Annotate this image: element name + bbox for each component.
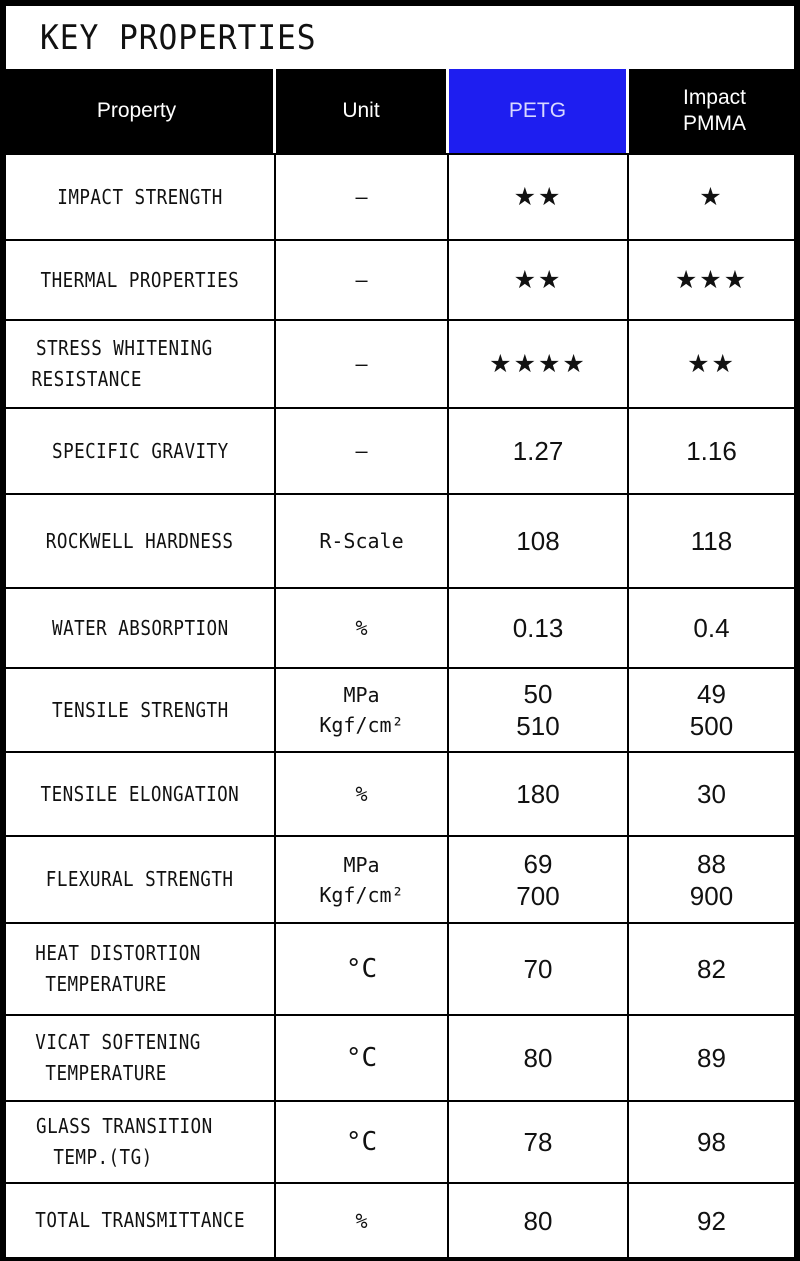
unit-cell: °C: [276, 1100, 449, 1182]
unit-cell: %: [276, 751, 449, 835]
table-row: [0, 1014, 800, 1100]
property-cell: [0, 751, 276, 835]
pmma-value: 89: [629, 1014, 800, 1100]
properties-table: [0, 69, 800, 1257]
unit-cell: —: [276, 407, 449, 493]
petg-value: 1.27: [449, 407, 629, 493]
header-pmma-line1: Impact: [682, 86, 747, 109]
table-row: [0, 493, 800, 587]
petg-rating: ★★: [449, 153, 629, 239]
unit-cell: °C: [276, 922, 449, 1014]
property-label: WATER ABSORPTION: [51, 615, 229, 640]
pmma-rating: ★★★: [629, 239, 800, 319]
property-cell: [0, 239, 276, 319]
pmma-value: 98: [629, 1100, 800, 1182]
unit-line1: MPa: [343, 683, 380, 707]
pmma-value: [629, 667, 800, 751]
petg-value: 80: [449, 1182, 629, 1257]
petg-value-line1: 69: [523, 848, 553, 879]
petg-value: [449, 667, 629, 751]
property-label-line2: TEMPERATURE: [45, 972, 167, 996]
header-impact-pmma: [629, 69, 800, 153]
petg-value: 180: [449, 751, 629, 835]
page-title: KEY PROPERTIES: [40, 18, 317, 58]
table-row: [0, 239, 800, 319]
pmma-value: 82: [629, 922, 800, 1014]
pmma-value: 30: [629, 751, 800, 835]
property-label: TOTAL TRANSMITTANCE: [35, 1208, 245, 1232]
unit-cell: °C: [276, 1014, 449, 1100]
header-pmma-line2: PMMA: [683, 112, 746, 135]
unit-cell: %: [276, 1182, 449, 1257]
property-label: SPECIFIC GRAVITY: [51, 438, 229, 463]
property-label-line2: TEMP.(TG): [53, 1145, 153, 1169]
header-petg: PETG: [449, 69, 629, 153]
table-row: [0, 667, 800, 751]
petg-rating: ★★: [449, 239, 629, 319]
property-cell: [0, 835, 276, 922]
petg-value-line2: 700: [516, 880, 560, 911]
unit-cell: [276, 667, 449, 751]
property-label: FLEXURAL STRENGTH: [46, 867, 234, 891]
property-label-line2: RESISTANCE: [31, 367, 142, 391]
pmma-rating: ★★: [629, 319, 800, 407]
petg-value: 0.13: [449, 587, 629, 667]
petg-value: 78: [449, 1100, 629, 1182]
unit-line1: MPa: [343, 852, 380, 877]
table-row: [0, 1182, 800, 1257]
property-label: STRESS WHITENING: [36, 336, 213, 360]
pmma-value-line1: 88: [697, 848, 726, 879]
table-row: [0, 587, 800, 667]
unit-cell: —: [276, 239, 449, 319]
header-row: [0, 69, 800, 153]
table-row: [0, 751, 800, 835]
property-label: ROCKWELL HARDNESS: [46, 528, 234, 553]
header-unit: Unit: [276, 69, 449, 153]
property-label: IMPACT STRENGTH: [57, 184, 223, 209]
property-cell: [0, 407, 276, 493]
property-label: GLASS TRANSITION: [36, 1114, 213, 1138]
pmma-value-line2: 900: [689, 880, 734, 911]
property-cell: [0, 587, 276, 667]
table-row: [0, 922, 800, 1014]
petg-value: 70: [449, 922, 629, 1014]
property-cell: [0, 319, 276, 407]
table-row: [0, 835, 800, 922]
table-row: [0, 407, 800, 493]
pmma-value: 92: [629, 1182, 800, 1257]
property-cell: [0, 667, 276, 751]
property-cell: [0, 153, 276, 239]
petg-value: [449, 835, 629, 922]
table-row: [0, 319, 800, 407]
property-cell: [0, 493, 276, 587]
petg-value: 80: [449, 1014, 629, 1100]
pmma-value: 1.16: [629, 407, 800, 493]
header-property: Property: [0, 69, 276, 153]
petg-rating: ★★★★: [449, 319, 629, 407]
property-label: TENSILE STRENGTH: [51, 697, 229, 722]
property-label: VICAT SOFTENING: [35, 1030, 201, 1054]
property-cell: [0, 922, 276, 1014]
pmma-value: 0.4: [629, 587, 800, 667]
pmma-value: 118: [629, 493, 800, 587]
table-row: [0, 153, 800, 239]
pmma-value: [629, 835, 800, 922]
pmma-rating: ★: [629, 153, 800, 239]
property-cell: [0, 1182, 276, 1257]
title-bar: [6, 6, 794, 69]
unit-cell: —: [276, 319, 449, 407]
property-label: HEAT DISTORTION: [35, 941, 201, 965]
unit-line2: Kgf/cm²: [319, 713, 404, 737]
petg-value-line1: 50: [523, 679, 553, 709]
petg-value: 108: [449, 493, 629, 587]
unit-cell: —: [276, 153, 449, 239]
property-cell: [0, 1014, 276, 1100]
unit-cell: [276, 835, 449, 922]
pmma-value-line2: 500: [689, 711, 734, 741]
unit-cell: R-Scale: [276, 493, 449, 587]
property-label: THERMAL PROPERTIES: [40, 267, 240, 292]
unit-cell: %: [276, 587, 449, 667]
property-label: TENSILE ELONGATION: [40, 781, 240, 806]
unit-line2: Kgf/cm²: [319, 882, 404, 907]
table-row: [0, 1100, 800, 1182]
petg-value-line2: 510: [516, 711, 560, 741]
property-label-line2: TEMPERATURE: [45, 1061, 167, 1085]
pmma-value-line1: 49: [697, 679, 726, 709]
property-cell: [0, 1100, 276, 1182]
